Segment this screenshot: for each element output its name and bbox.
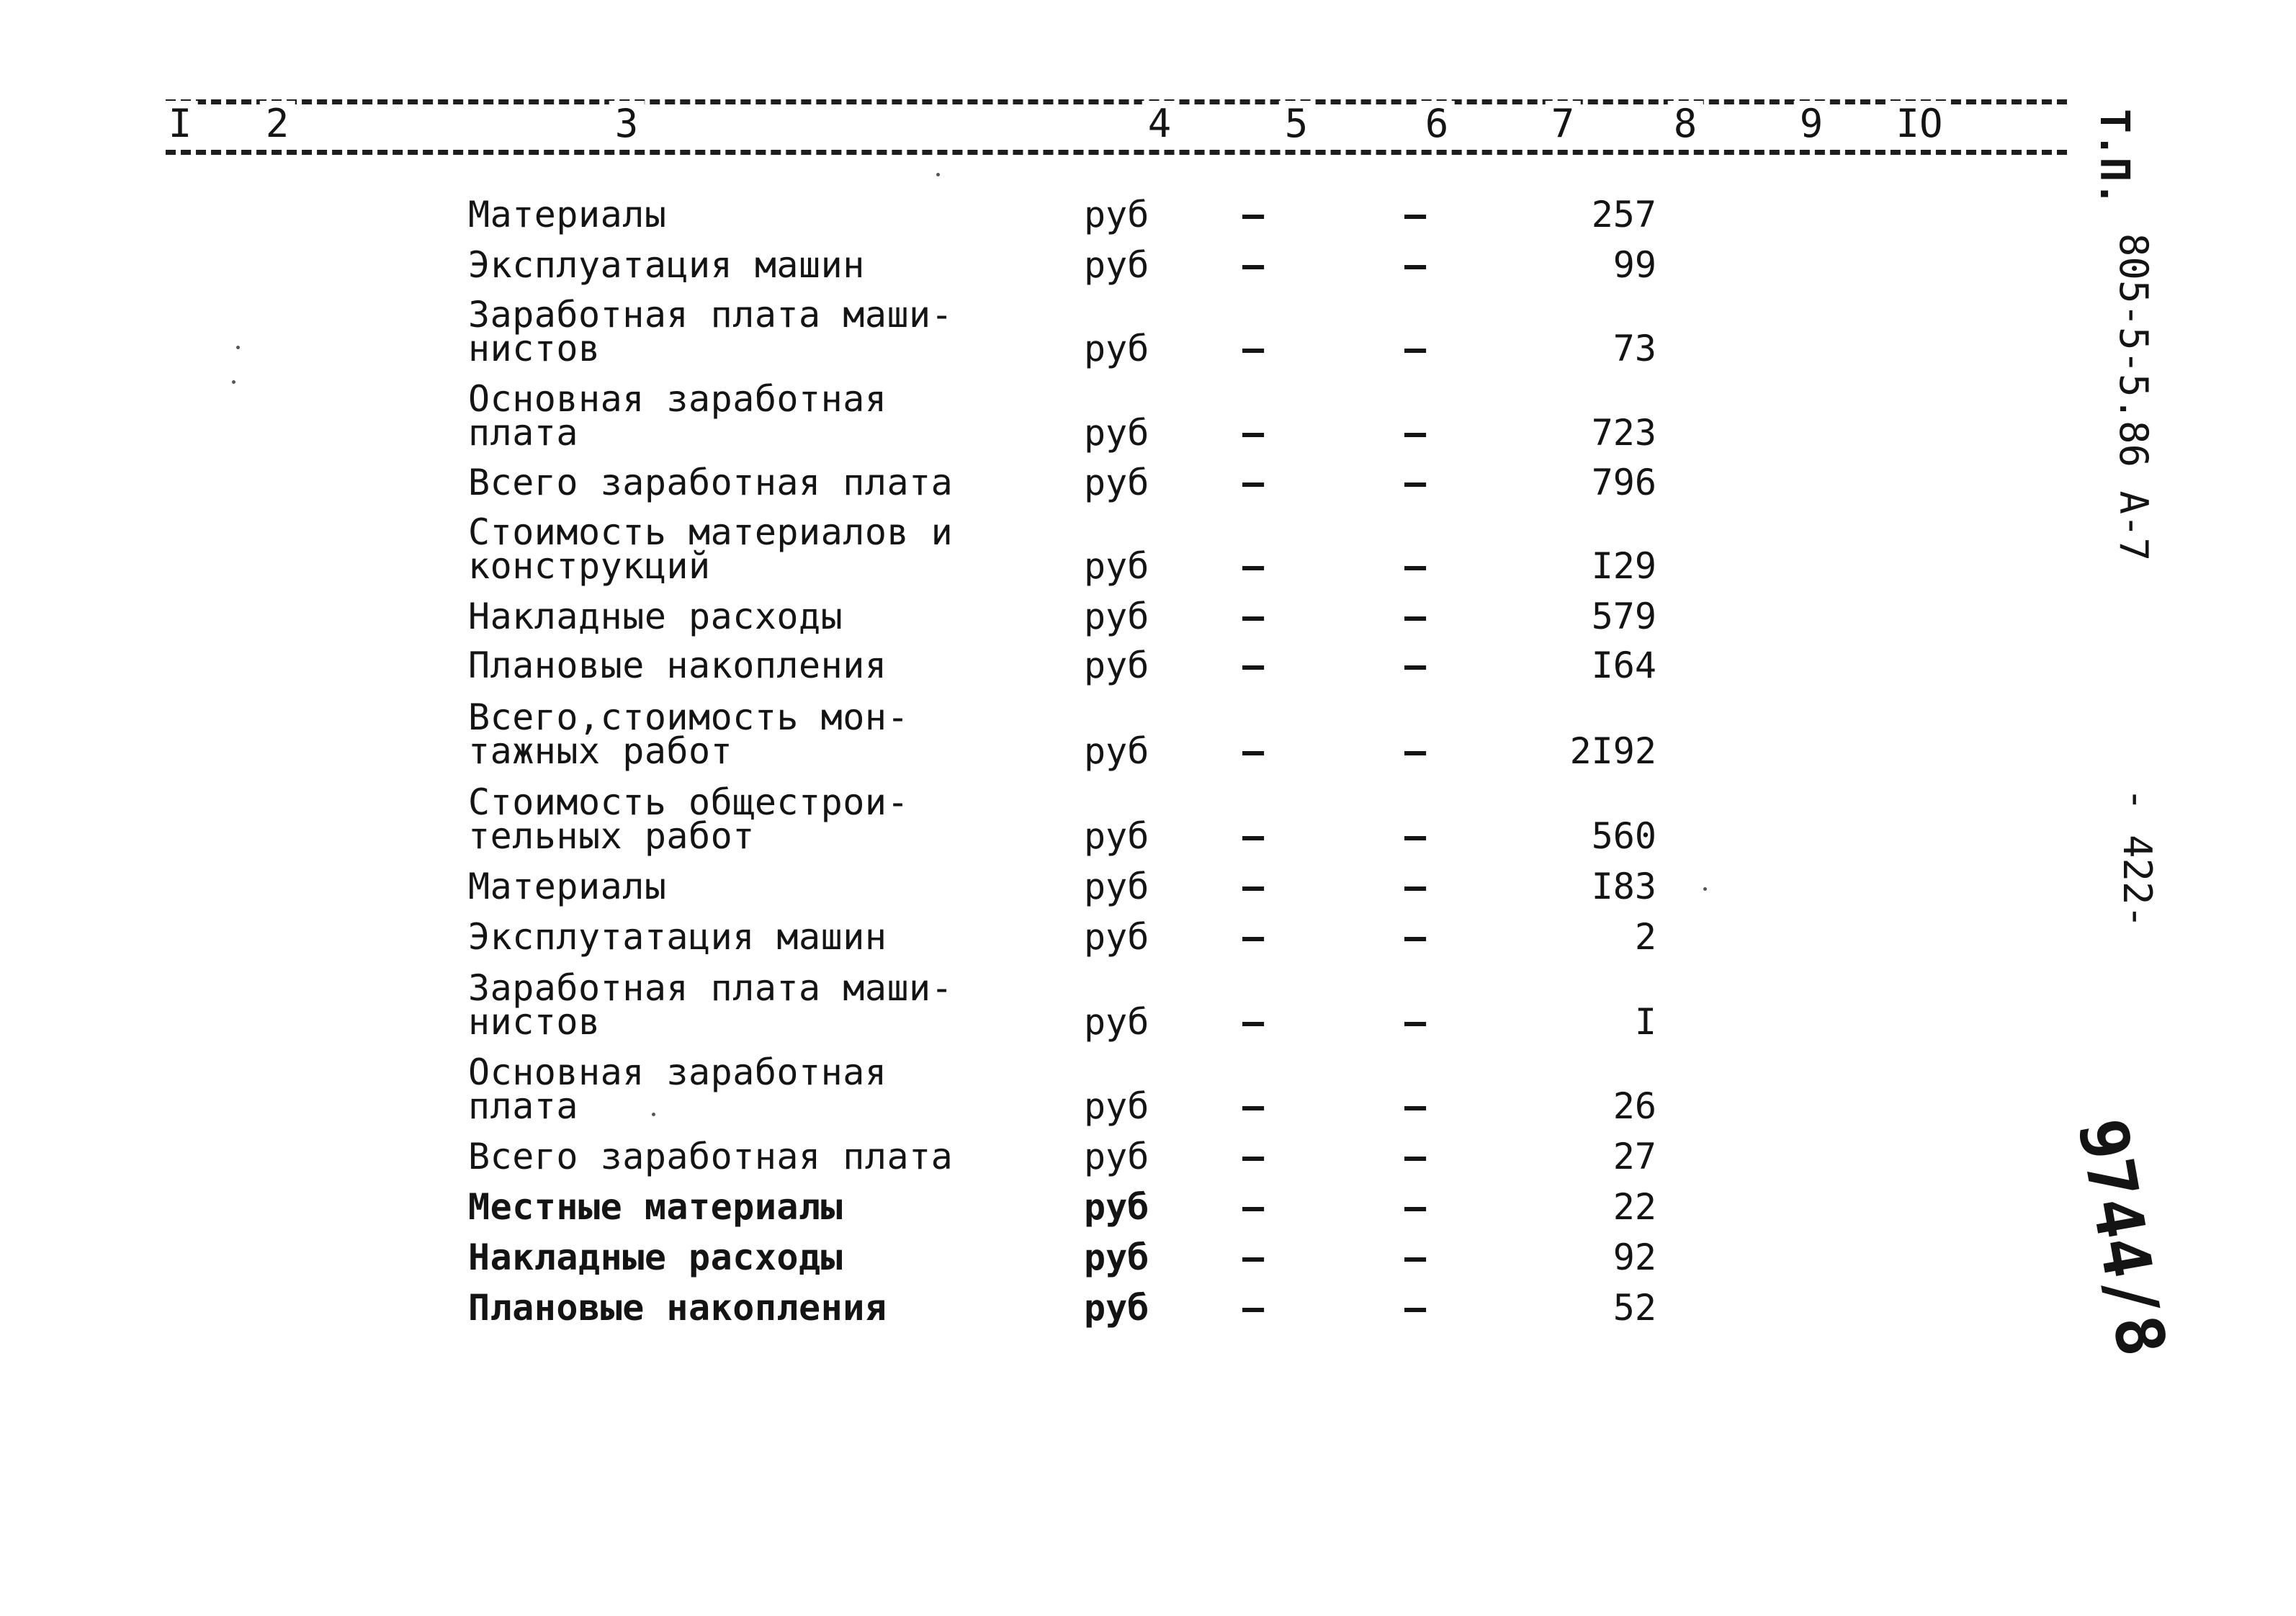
row-col6: – [1404,1186,1427,1228]
row-unit: руб [1084,596,1149,637]
row-col5: – [1242,1287,1265,1329]
table-row [0,639,1801,686]
row-name: Местные материалы [468,1186,843,1228]
row-name: Стоимость общестрои- тельных работ [468,781,910,857]
table-row [0,294,1801,369]
row-col5: – [1242,1236,1265,1278]
row-col6: – [1404,545,1427,587]
row-value: 92 [1613,1236,1656,1278]
table-row [0,911,1801,958]
row-unit: руб [1084,545,1149,587]
row-value: 579 [1591,596,1656,637]
row-col5: – [1242,462,1265,503]
row-value: I83 [1591,866,1656,907]
row-col6: – [1404,596,1427,637]
row-name: Всего заработная плата [468,462,954,503]
row-col6: – [1404,462,1427,503]
table-row [0,781,1801,857]
row-col5: – [1242,916,1265,958]
column-header-6: 6 [1420,101,1455,147]
table-row [0,457,1801,503]
column-header-3: 3 [609,101,645,147]
row-name: Материалы [468,194,667,235]
row-unit: руб [1084,1136,1149,1177]
scan-speck [1703,887,1707,891]
row-value: 99 [1613,244,1656,286]
scan-speck [236,346,240,349]
row-unit: руб [1084,1085,1149,1127]
row-name: Заработная плата маши- нистов [468,967,954,1043]
row-unit: руб [1084,1001,1149,1043]
row-col5: – [1242,866,1265,907]
row-value: 2I92 [1569,730,1656,772]
row-col5: – [1242,412,1265,454]
row-name: Эксплуатация машин [468,244,865,286]
row-col6: – [1404,815,1427,857]
row-col5: – [1242,194,1265,235]
row-unit: руб [1084,412,1149,454]
row-col5: – [1242,1001,1265,1043]
row-value: 257 [1591,194,1656,235]
row-col6: – [1404,866,1427,907]
row-value: I64 [1591,645,1656,686]
column-header-8: 8 [1668,101,1703,147]
table-row [0,1051,1801,1127]
project-code: 805-5-5.86 А-7 [2111,233,2157,562]
column-header-7: 7 [1546,101,1581,147]
row-unit: руб [1084,866,1149,907]
row-value: 22 [1613,1186,1656,1228]
row-unit: руб [1084,462,1149,503]
row-col6: – [1404,1287,1427,1329]
table-row [0,1131,1801,1177]
table-row [0,967,1801,1043]
row-unit: руб [1084,1287,1149,1329]
row-name: Основная заработная плата [468,1051,887,1127]
row-value: 73 [1613,328,1656,369]
scan-speck [652,1113,655,1116]
row-col5: – [1242,730,1265,772]
row-col5: – [1242,545,1265,587]
row-unit: руб [1084,1186,1149,1228]
row-col6: – [1404,1085,1427,1127]
stamp-tp: Т.П. [2090,109,2138,206]
row-value: 2 [1634,916,1656,958]
row-value: 26 [1613,1085,1656,1127]
sheet-number: - 422- [2115,787,2161,929]
row-col6: – [1404,645,1427,686]
column-header-5: 5 [1279,101,1314,147]
row-name: Эксплутатация машин [468,916,887,958]
table-row [0,1282,1801,1329]
row-name: Материалы [468,866,667,907]
row-col5: – [1242,1186,1265,1228]
row-unit: руб [1084,730,1149,772]
row-value: 27 [1613,1136,1656,1177]
column-header-9: 9 [1794,101,1829,147]
row-name: Накладные расходы [468,596,843,637]
table-row [0,1181,1801,1228]
row-col6: – [1404,1236,1427,1278]
row-col5: – [1242,1085,1265,1127]
column-header-1: I [163,101,198,147]
inventory-number: 9744/8 [2063,1113,2181,1363]
row-name: Плановые накопления [468,645,887,686]
row-name: Основная заработная плата [468,378,887,454]
row-col5: – [1242,645,1265,686]
row-unit: руб [1084,1236,1149,1278]
row-name: Всего,стоимость мон- тажных работ [468,696,910,772]
row-value: I29 [1591,545,1656,587]
table-row [0,378,1801,454]
table-row [0,239,1801,286]
row-value: I [1634,1001,1656,1043]
row-value: 796 [1591,462,1656,503]
table-row [0,511,1801,587]
row-col5: – [1242,1136,1265,1177]
row-value: 560 [1591,815,1656,857]
row-name: Заработная плата маши- нистов [468,294,954,369]
row-col6: – [1404,412,1427,454]
row-col6: – [1404,328,1427,369]
row-col6: – [1404,244,1427,286]
table-row [0,696,1801,772]
scan-speck [232,380,236,384]
row-unit: руб [1084,815,1149,857]
row-name: Накладные расходы [468,1236,843,1278]
table-row [0,1231,1801,1278]
header-top-rule [166,99,2067,104]
row-col6: – [1404,1136,1427,1177]
row-name: Плановые накопления [468,1287,887,1329]
row-name: Стоимость материалов и конструкций [468,511,954,587]
row-col5: – [1242,244,1265,286]
row-unit: руб [1084,194,1149,235]
row-col6: – [1404,730,1427,772]
row-value: 723 [1591,412,1656,454]
header-bottom-rule [166,150,2067,155]
row-col6: – [1404,1001,1427,1043]
row-value: 52 [1613,1287,1656,1329]
table-row [0,591,1801,637]
table-row [0,861,1801,907]
row-unit: руб [1084,916,1149,958]
row-unit: руб [1084,328,1149,369]
scan-speck [936,173,940,176]
row-col5: – [1242,328,1265,369]
row-col5: – [1242,815,1265,857]
column-header-10: IO [1890,101,1948,147]
column-header-2: 2 [260,101,295,147]
table-row [0,189,1801,235]
row-unit: руб [1084,244,1149,286]
column-header-4: 4 [1142,101,1178,147]
row-name: Всего заработная плата [468,1136,954,1177]
row-col6: – [1404,916,1427,958]
row-col6: – [1404,194,1427,235]
row-col5: – [1242,596,1265,637]
row-unit: руб [1084,645,1149,686]
